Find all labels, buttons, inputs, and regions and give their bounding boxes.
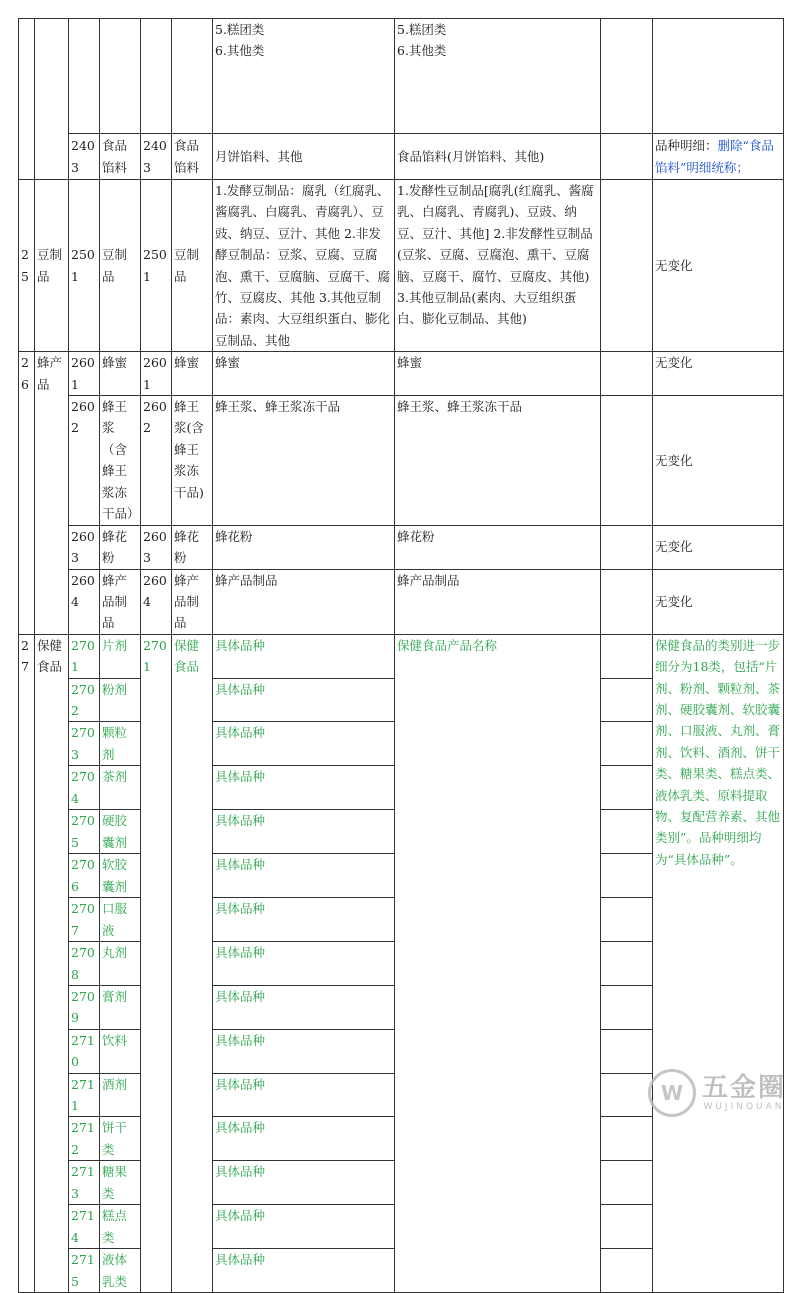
cat-name-cell: 保健食品 xyxy=(35,634,69,1293)
old-desc-line: 6.其他类 xyxy=(215,43,265,59)
empty-cell xyxy=(601,569,653,634)
desc-cell: 具体品种 xyxy=(213,1249,395,1293)
empty-cell xyxy=(601,1249,653,1293)
note-label: 品种明细： xyxy=(655,138,718,154)
new-desc-cell: 蜂王浆、蜂王浆冻干品 xyxy=(395,396,601,525)
old-desc-line: 5.糕团类 xyxy=(215,22,265,37)
new-name-cell: 蜂产品制品 xyxy=(172,569,213,634)
new-name-cell: 口服液 xyxy=(100,898,141,942)
empty-cell xyxy=(601,19,653,134)
old-name-cell: 蜂花粉 xyxy=(100,525,141,569)
new-code-cell: 2709 xyxy=(69,985,100,1029)
new-code-cell: 2707 xyxy=(69,898,100,942)
new-name-cell: 蜂蜜 xyxy=(172,352,213,396)
new-desc-cell: 蜂产品制品 xyxy=(395,569,601,634)
new-name-cell: 蜂王浆(含蜂王浆冻干品) xyxy=(172,396,213,525)
empty-cell xyxy=(601,1161,653,1205)
new-name-cell: 酒剂 xyxy=(100,1073,141,1117)
empty-cell xyxy=(601,898,653,942)
old-desc-cell: 1.发酵豆制品：腐乳（红腐乳、酱腐乳、白腐乳、青腐乳）、豆豉、纳豆、豆汁、其他 2.非发酵豆制品：豆浆、豆腐、豆腐泡、熏干、豆腐脑、豆腐干、腐竹、豆腐皮、其他 3.其他豆制品：素肉、大豆组织蛋白、膨化豆制品、其他 xyxy=(213,180,395,352)
cat-name-cell: 豆制品 xyxy=(35,180,69,352)
cat-no-cell xyxy=(19,19,35,180)
empty-cell xyxy=(601,1029,653,1073)
desc-cell: 具体品种 xyxy=(213,678,395,722)
new-code-cell: 2603 xyxy=(141,525,172,569)
new-code-cell: 2501 xyxy=(141,180,172,352)
empty-cell xyxy=(601,766,653,810)
new-name-cell xyxy=(172,19,213,134)
cat-no-cell: 25 xyxy=(19,180,35,352)
note-cell xyxy=(653,134,784,180)
empty-cell xyxy=(601,352,653,396)
new-code-cell: 2712 xyxy=(69,1117,100,1161)
note-link[interactable]: 删除“食品馅料”明细统称； xyxy=(655,138,774,175)
desc-cell: 具体品种 xyxy=(213,1117,395,1161)
new-name-cell: 液体乳类 xyxy=(100,1249,141,1293)
new-code-cell: 2715 xyxy=(69,1249,100,1293)
old-code-cell xyxy=(69,19,100,134)
cat-no-cell: 27 xyxy=(19,634,35,1293)
logo-icon: W xyxy=(648,1069,696,1117)
old-name-cell: 食品馅料 xyxy=(100,134,141,180)
old-name-cell: 蜂蜜 xyxy=(100,352,141,396)
empty-cell xyxy=(601,396,653,525)
desc-cell: 具体品种 xyxy=(213,985,395,1029)
note-cell: 无变化 xyxy=(653,352,784,396)
old-desc-cell: 蜂蜜 xyxy=(213,352,395,396)
table-row xyxy=(19,569,784,634)
new-code-cell: 2704 xyxy=(69,766,100,810)
new-name-cell: 饮料 xyxy=(100,1029,141,1073)
logo-en: WUJINQUAN xyxy=(703,1101,785,1112)
logo-text xyxy=(702,1074,786,1113)
desc-cell: 具体品种 xyxy=(213,898,395,942)
new-code-cell: 2705 xyxy=(69,810,100,854)
old-desc-cell xyxy=(213,19,395,134)
new-code-cell: 2710 xyxy=(69,1029,100,1073)
note-cell: 无变化 xyxy=(653,396,784,525)
empty-cell xyxy=(601,985,653,1029)
note-cell: 无变化 xyxy=(653,180,784,352)
desc-cell: 具体品种 xyxy=(213,1161,395,1205)
cat-no-cell: 26 xyxy=(19,352,35,634)
empty-cell xyxy=(601,678,653,722)
desc-cell: 具体品种 xyxy=(213,1205,395,1249)
new-code-cell xyxy=(141,19,172,134)
desc-cell: 具体品种 xyxy=(213,766,395,810)
desc-cell: 具体品种 xyxy=(213,722,395,766)
new-code-cell: 2403 xyxy=(141,134,172,180)
empty-cell xyxy=(601,180,653,352)
new-code-cell: 2602 xyxy=(141,396,172,525)
desc-cell: 具体品种 xyxy=(213,854,395,898)
old-code-cell: 2701 xyxy=(141,634,172,1293)
old-code-cell: 2601 xyxy=(69,352,100,396)
old-name-cell: 蜂产品制品 xyxy=(100,569,141,634)
empty-cell xyxy=(601,942,653,986)
note-cell: 保健食品的类别进一步细分为18类，包括“片剂、粉剂、颗粒剂、茶剂、硬胶囊剂、软胶囊剂、口服液、丸剂、膏剂、饮料、酒剂、饼干类、糖果类、糕点类、液体乳类、原料提取物、复配营养素、其他类别”。品种明细均为“具体品种”。 xyxy=(653,634,784,1293)
table-row xyxy=(19,634,784,678)
old-name-cell: 豆制品 xyxy=(100,180,141,352)
old-code-cell: 2602 xyxy=(69,396,100,525)
new-name-cell: 茶剂 xyxy=(100,766,141,810)
cat-name-cell xyxy=(35,19,69,180)
new-code-cell: 2708 xyxy=(69,942,100,986)
table-row xyxy=(19,180,784,352)
new-code-cell: 2701 xyxy=(69,634,100,678)
new-code-cell: 2711 xyxy=(69,1073,100,1117)
new-name-cell: 食品馅料 xyxy=(172,134,213,180)
old-code-cell: 2403 xyxy=(69,134,100,180)
watermark-logo xyxy=(648,1069,786,1117)
desc-cell: 具体品种 xyxy=(213,634,395,678)
new-name-cell: 糕点类 xyxy=(100,1205,141,1249)
new-desc-cell: 食品馅料(月饼馅料、其他) xyxy=(395,134,601,180)
old-name-cell: 保健食品 xyxy=(172,634,213,1293)
new-desc-cell: 1.发酵性豆制品[腐乳(红腐乳、酱腐乳、白腐乳、青腐乳)、豆豉、纳豆、豆汁、其他] 2.非发酵性豆制品(豆浆、豆腐、豆腐泡、熏干、豆腐脑、豆腐干、腐竹、豆腐皮、其他) 3.其他豆制品(素肉、大豆组织蛋白、膨化豆制品、其他) xyxy=(395,180,601,352)
old-code-cell: 2603 xyxy=(69,525,100,569)
new-name-cell: 硬胶囊剂 xyxy=(100,810,141,854)
desc-cell: 具体品种 xyxy=(213,942,395,986)
old-desc-cell: 蜂王浆、蜂王浆冻干品 xyxy=(213,396,395,525)
new-code-cell: 2703 xyxy=(69,722,100,766)
new-code-cell: 2706 xyxy=(69,854,100,898)
new-name-cell: 蜂花粉 xyxy=(172,525,213,569)
empty-cell xyxy=(601,525,653,569)
desc-cell: 具体品种 xyxy=(213,810,395,854)
note-cell: 无变化 xyxy=(653,569,784,634)
table-row xyxy=(19,352,784,396)
new-code-cell: 2601 xyxy=(141,352,172,396)
new-code-cell: 2604 xyxy=(141,569,172,634)
desc-cell: 具体品种 xyxy=(213,1029,395,1073)
empty-cell xyxy=(601,1117,653,1161)
new-name-cell: 软胶囊剂 xyxy=(100,854,141,898)
empty-cell xyxy=(601,810,653,854)
new-name-cell: 膏剂 xyxy=(100,985,141,1029)
new-desc-line: 5.糕团类 xyxy=(397,22,447,37)
old-desc-cell: 蜂产品制品 xyxy=(213,569,395,634)
cat-name-cell: 蜂产品 xyxy=(35,352,69,634)
new-desc-cell: 蜂蜜 xyxy=(395,352,601,396)
table-row xyxy=(19,525,784,569)
new-name-cell: 颗粒剂 xyxy=(100,722,141,766)
new-name-cell: 粉剂 xyxy=(100,678,141,722)
new-code-cell: 2713 xyxy=(69,1161,100,1205)
new-name-cell: 饼干类 xyxy=(100,1117,141,1161)
empty-cell xyxy=(601,722,653,766)
new-code-cell: 2714 xyxy=(69,1205,100,1249)
desc-cell: 具体品种 xyxy=(213,1073,395,1117)
empty-cell xyxy=(601,1073,653,1117)
new-desc-cell: 蜂花粉 xyxy=(395,525,601,569)
old-code-cell: 2604 xyxy=(69,569,100,634)
empty-cell xyxy=(601,634,653,678)
note-cell xyxy=(653,19,784,134)
old-desc-cell: 蜂花粉 xyxy=(213,525,395,569)
logo-cn: 五金圈 xyxy=(701,1072,786,1103)
new-desc-cell xyxy=(395,19,601,134)
old-code-cell: 2501 xyxy=(69,180,100,352)
new-name-cell: 糖果类 xyxy=(100,1161,141,1205)
new-desc-cell: 保健食品产品名称 xyxy=(395,634,601,1293)
new-name-cell: 丸剂 xyxy=(100,942,141,986)
old-name-cell xyxy=(100,19,141,134)
table-row xyxy=(19,19,784,134)
empty-cell xyxy=(601,854,653,898)
note-cell: 无变化 xyxy=(653,525,784,569)
new-desc-line: 6.其他类 xyxy=(397,43,447,59)
old-desc-cell: 月饼馅料、其他 xyxy=(213,134,395,180)
table-row xyxy=(19,134,784,180)
old-name-cell: 蜂王浆（含蜂王浆冻干品） xyxy=(100,396,141,525)
empty-cell xyxy=(601,1205,653,1249)
new-name-cell: 豆制品 xyxy=(172,180,213,352)
new-name-cell: 片剂 xyxy=(100,634,141,678)
empty-cell xyxy=(601,134,653,180)
table-row xyxy=(19,396,784,525)
new-code-cell: 2702 xyxy=(69,678,100,722)
